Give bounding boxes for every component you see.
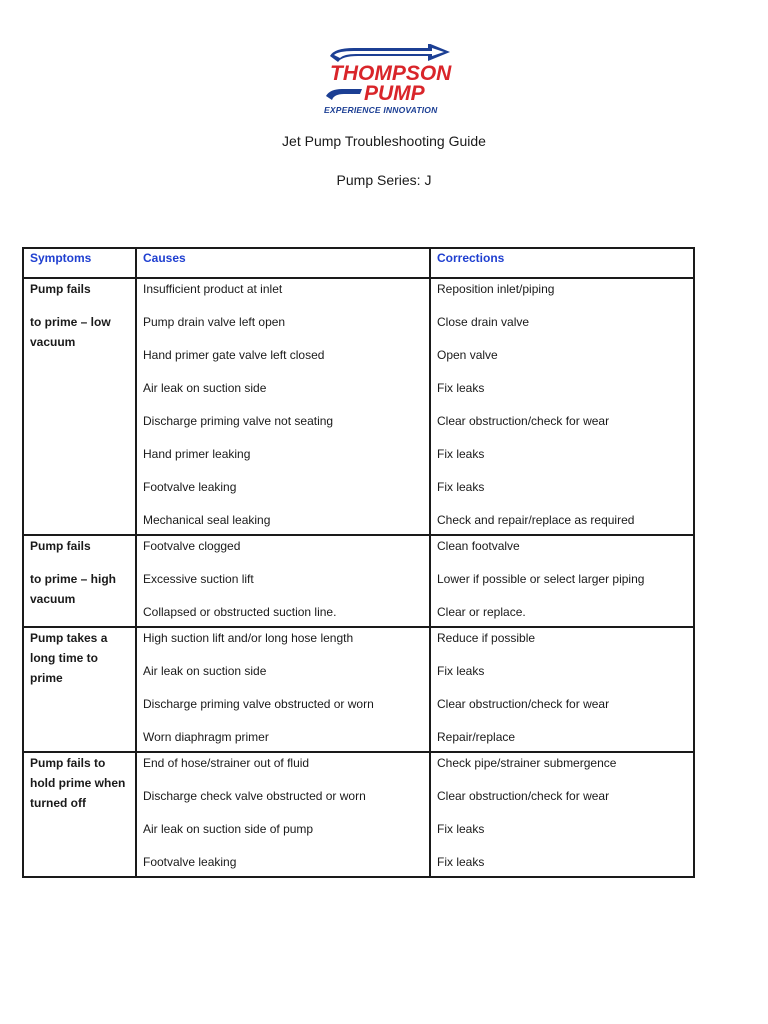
table-row	[23, 627, 694, 752]
correction-text: Fix leaks	[437, 480, 485, 494]
header-corrections: Corrections	[430, 248, 694, 278]
cause-text: End of hose/strainer out of fluid	[143, 756, 310, 770]
cause-text: High suction lift and/or long hose length	[143, 631, 354, 645]
correction-cell	[430, 752, 694, 877]
correction-text: Fix leaks	[437, 381, 485, 395]
symptom-cell	[23, 752, 136, 877]
correction-text: Fix leaks	[437, 664, 485, 678]
thompson-pump-logo	[324, 44, 454, 116]
symptom-text: Pump fails	[30, 539, 91, 553]
correction-text: Reduce if possible	[437, 631, 536, 645]
table-row	[23, 752, 694, 877]
cause-text: Footvalve clogged	[143, 539, 241, 553]
cause-text: Mechanical seal leaking	[143, 513, 271, 527]
cause-text: Pump drain valve left open	[143, 315, 286, 329]
correction-text: Clear or replace.	[437, 605, 526, 619]
header-symptoms: Symptoms	[23, 248, 136, 278]
cause-text: Hand primer leaking	[143, 447, 251, 461]
pump-series: Pump Series: J	[336, 172, 432, 188]
cause-text: Discharge check valve obstructed or worn	[143, 789, 366, 803]
correction-cell	[430, 278, 694, 535]
symptom-text: to prime – high vacuum	[30, 572, 117, 606]
correction-text: Clear obstruction/check for wear	[437, 789, 610, 803]
symptom-cell	[23, 535, 136, 627]
cause-text: Collapsed or obstructed suction line.	[143, 605, 337, 619]
cause-cell	[136, 535, 430, 627]
cause-cell	[136, 278, 430, 535]
cause-text: Footvalve leaking	[143, 855, 237, 869]
symptom-cell	[23, 627, 136, 752]
cause-text: Insufficient product at inlet	[143, 282, 283, 296]
logo-word-pump: PUMP	[364, 82, 425, 105]
correction-text: Fix leaks	[437, 822, 485, 836]
cause-text: Air leak on suction side of pump	[143, 822, 314, 836]
correction-text: Reposition inlet/piping	[437, 282, 555, 296]
cause-text: Air leak on suction side	[143, 664, 267, 678]
correction-text: Check and repair/replace as required	[437, 513, 635, 527]
symptom-gap	[30, 299, 129, 312]
correction-text: Clear obstruction/check for wear	[437, 414, 610, 428]
header-causes: Causes	[136, 248, 430, 278]
correction-text: Lower if possible or select larger piping	[437, 572, 645, 586]
logo-word-thompson: THOMPSON	[330, 62, 452, 85]
cause-text: Discharge priming valve not seating	[143, 414, 334, 428]
table-row	[23, 535, 694, 627]
symptom-gap	[30, 556, 129, 569]
cause-text: Hand primer gate valve left closed	[143, 348, 325, 362]
correction-text: Repair/replace	[437, 730, 516, 744]
cause-text: Discharge priming valve obstructed or worn	[143, 697, 374, 711]
cause-text: Worn diaphragm primer	[143, 730, 269, 744]
cause-text: Footvalve leaking	[143, 480, 237, 494]
correction-text: Fix leaks	[437, 855, 485, 869]
symptom-text: to prime – low vacuum	[30, 315, 111, 349]
correction-text: Clean footvalve	[437, 539, 520, 553]
logo-tagline: Experience Innovation	[324, 105, 438, 115]
correction-text: Clear obstruction/check for wear	[437, 697, 610, 711]
correction-text: Open valve	[437, 348, 498, 362]
table-header-row	[23, 248, 694, 278]
document-title: Jet Pump Troubleshooting Guide	[282, 133, 486, 149]
correction-text: Close drain valve	[437, 315, 530, 329]
correction-cell	[430, 535, 694, 627]
cause-cell	[136, 627, 430, 752]
symptom-cell	[23, 278, 136, 535]
correction-text: Fix leaks	[437, 447, 485, 461]
symptom-text: Pump takes a long time to prime	[30, 631, 108, 685]
cause-text: Air leak on suction side	[143, 381, 267, 395]
symptom-text: Pump fails to hold prime when turned off	[30, 756, 126, 810]
troubleshooting-table	[22, 247, 695, 878]
table-row	[23, 278, 694, 535]
correction-cell	[430, 627, 694, 752]
cause-cell	[136, 752, 430, 877]
correction-text: Check pipe/strainer submergence	[437, 756, 617, 770]
symptom-text: Pump fails	[30, 282, 91, 296]
cause-text: Excessive suction lift	[143, 572, 254, 586]
